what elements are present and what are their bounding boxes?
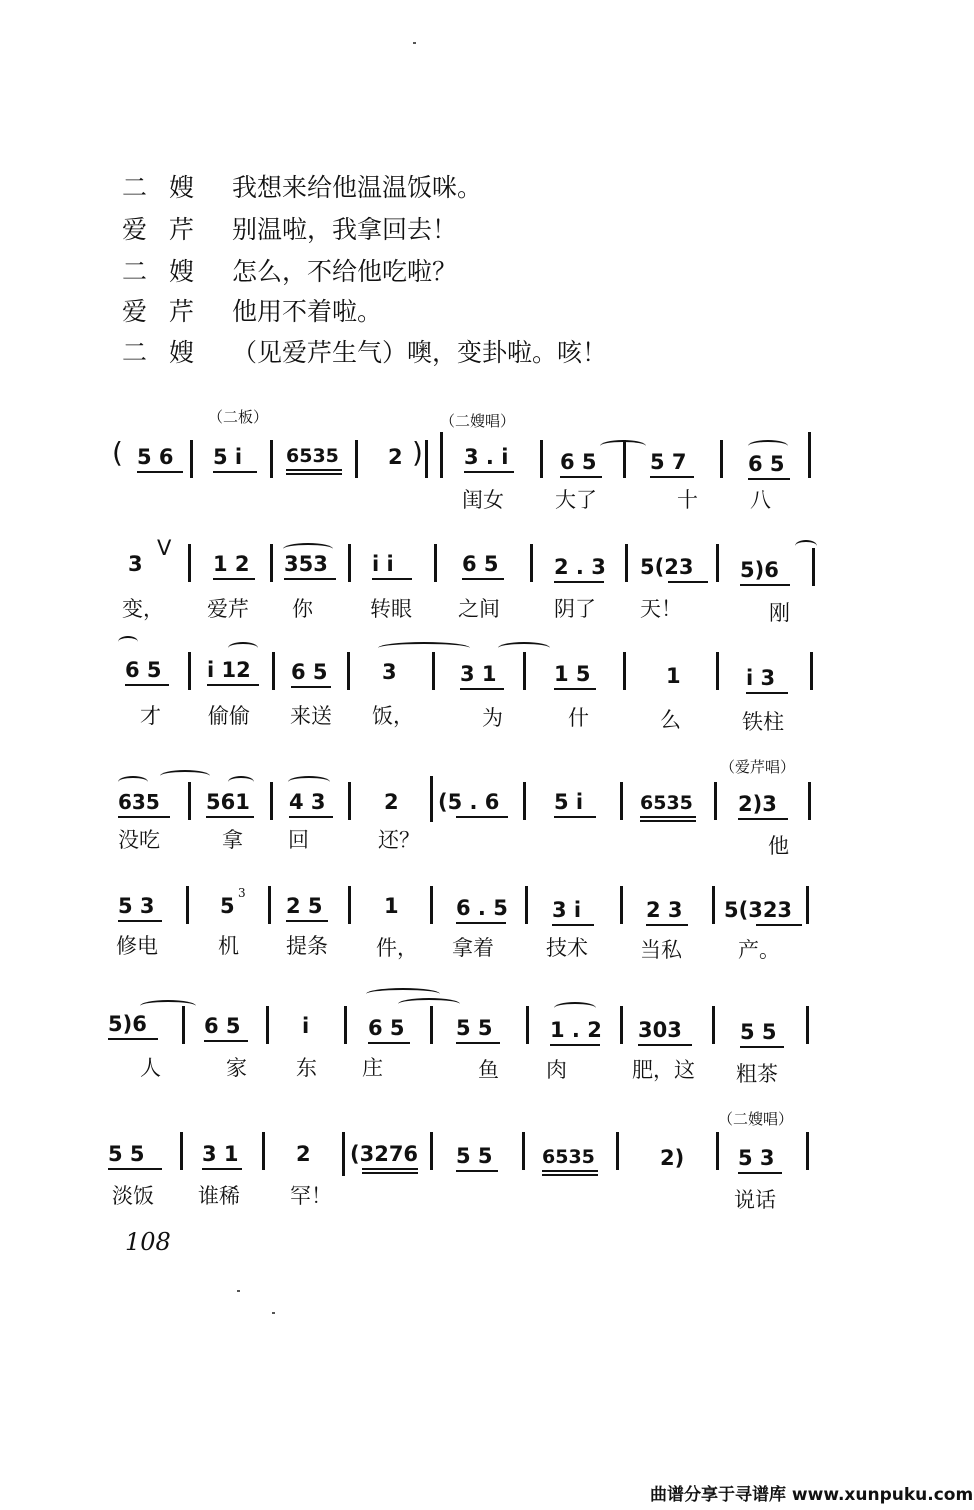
barline [620, 1006, 623, 1044]
note-group: 6 5 [125, 658, 162, 682]
breath-mark: V [157, 536, 172, 560]
lyric: 之间 [458, 597, 500, 621]
barline [270, 782, 273, 820]
speaker: 爱芹 [122, 215, 217, 244]
note-group: 6 . 5 [456, 896, 508, 920]
speaker: 二嫂 [122, 257, 217, 286]
barline [523, 782, 526, 820]
lyric: 变， [122, 597, 164, 621]
lyric: 肥，这 [632, 1058, 695, 1082]
note-group: 6535 [542, 1146, 595, 1168]
barline [806, 1006, 809, 1044]
note-group: 5 7 [650, 450, 687, 474]
slur [140, 1000, 196, 1012]
line-text: 我想来给他温温饭咪。 [232, 173, 483, 202]
barline [434, 544, 437, 582]
lyric: 偷偷 [208, 704, 250, 728]
underline [756, 924, 802, 926]
slur [228, 642, 258, 654]
note-group: 353 [284, 552, 328, 576]
underline [560, 476, 602, 478]
note-group: 2 . 3 [554, 555, 606, 579]
barline [180, 1132, 183, 1170]
barline [712, 1006, 715, 1044]
note-group: 5 5 [108, 1142, 145, 1166]
underline [552, 924, 594, 926]
barline [620, 886, 623, 924]
note-group: i [302, 1014, 310, 1038]
lyric: 鱼 [478, 1058, 499, 1082]
note-group: 1 [666, 664, 681, 688]
lyric: 来送 [290, 704, 332, 728]
note-group: 1 . 2 [550, 1018, 602, 1042]
underline [213, 578, 255, 580]
barline [810, 652, 813, 690]
note-group: (5 . 6 [438, 790, 500, 814]
dialogue-line [122, 252, 457, 288]
barline [348, 782, 351, 820]
barline [344, 1006, 347, 1044]
underline [362, 1168, 418, 1170]
lyric: 才 [140, 704, 161, 728]
note-group: 5)6 [108, 1012, 147, 1036]
dialogue-line [122, 210, 457, 246]
barline [266, 1006, 269, 1044]
underline [640, 820, 696, 822]
speaker: 爱芹 [122, 297, 217, 326]
underline [456, 816, 508, 818]
lyric: 爱芹 [207, 597, 249, 621]
note-group: 2 5 [286, 894, 323, 918]
underline [746, 692, 788, 694]
note-group: 5 5 [456, 1144, 493, 1168]
scan-speck [272, 1312, 275, 1314]
barline [347, 652, 350, 690]
note-group: 5 3 [738, 1146, 775, 1170]
barline [270, 440, 273, 478]
underline [368, 1042, 410, 1044]
slur [378, 642, 470, 654]
barline [620, 782, 623, 820]
barline [348, 544, 351, 582]
note-group: 1 [384, 894, 399, 918]
lyric: 人 [140, 1056, 161, 1080]
note-group: 1 5 [554, 662, 591, 686]
double-barline [440, 432, 443, 478]
barline [523, 652, 526, 690]
note-group: 2 3 [646, 898, 683, 922]
lyric: 十 [677, 488, 698, 512]
lyric: 罕！ [290, 1184, 332, 1208]
double-barline [342, 1132, 345, 1176]
barline [616, 1132, 619, 1170]
line-text: （见爱芹生气）噢，变卦啦。咳！ [232, 338, 608, 367]
note-group: 5)6 [740, 558, 779, 582]
slur [228, 776, 254, 788]
underline [207, 684, 259, 686]
grace-note: 3 [238, 886, 246, 900]
barline [623, 440, 626, 478]
barline [530, 544, 533, 582]
underline [650, 476, 694, 478]
barline [808, 782, 811, 820]
tempo-annotation: （二板） [208, 408, 269, 426]
underline [289, 816, 333, 818]
lyric: 谁稀 [198, 1184, 240, 1208]
singer-annotation: （二嫂唱） [718, 1110, 794, 1128]
underline [137, 471, 183, 473]
underline [206, 816, 254, 818]
underline [286, 473, 342, 475]
note-group: 3 1 [202, 1142, 239, 1166]
lyric: 刚 [769, 601, 790, 625]
dialogue-line [122, 333, 607, 369]
singer-annotation: （爱芹唱） [720, 758, 796, 776]
note-group: 3 . i [464, 445, 509, 469]
note-group: 6 5 [748, 452, 785, 476]
note-group: 6 5 [462, 552, 499, 576]
note-group: 1 2 [213, 552, 250, 576]
underline [740, 1046, 784, 1048]
note-group: i i [372, 552, 394, 576]
lyric: 饭， [372, 704, 414, 728]
underline [748, 478, 790, 480]
note-group: 6 5 [368, 1016, 405, 1040]
lyric: 转眼 [370, 597, 412, 621]
paren-close: ) [412, 436, 423, 469]
note-group: 5 i [213, 445, 243, 469]
barline [270, 544, 273, 582]
barline [262, 1132, 265, 1170]
note-group: 6 5 [291, 660, 328, 684]
underline [291, 686, 331, 688]
note-group: 5 3 [118, 894, 155, 918]
lyric: 铁柱 [742, 710, 784, 734]
barline [348, 886, 351, 924]
note-group: 5 6 [137, 445, 174, 469]
barline [355, 440, 358, 478]
lyric: 机 [218, 934, 239, 958]
underline [456, 1042, 500, 1044]
barline [720, 440, 723, 478]
barline [190, 440, 193, 478]
note-group: 5 5 [740, 1020, 777, 1044]
barline [540, 440, 543, 478]
speaker: 二嫂 [122, 338, 217, 367]
underline [460, 688, 504, 690]
lyric: 庄 [362, 1056, 383, 1080]
barline [716, 544, 719, 582]
underline [550, 1044, 600, 1046]
lyric: 说话 [734, 1188, 776, 1212]
underline [456, 1170, 498, 1172]
underline [740, 584, 790, 586]
underline [554, 688, 596, 690]
underline [286, 469, 342, 471]
barline [432, 652, 435, 690]
underline [204, 1040, 248, 1042]
note-group: i 3 [746, 666, 776, 690]
note-group: 3 [128, 552, 143, 576]
barline [430, 1006, 433, 1044]
underline [284, 578, 336, 580]
barline [430, 886, 433, 924]
note-group: 5(323 [724, 898, 793, 922]
lyric: 东 [296, 1056, 317, 1080]
barline [522, 1132, 525, 1170]
note-group: (3276 [350, 1142, 419, 1166]
lyric: 八 [750, 488, 771, 512]
line-text: 别温啦，我拿回去！ [232, 215, 458, 244]
lyric: 没吃 [118, 828, 160, 852]
scan-speck [413, 42, 416, 44]
note-group: 3 1 [460, 662, 497, 686]
lyric: 么 [660, 708, 681, 732]
barline [425, 440, 428, 478]
barline [188, 782, 191, 820]
underline [362, 1172, 418, 1174]
barline [430, 1132, 433, 1170]
lyric: 拿 [222, 828, 243, 852]
note-group: 5 5 [456, 1016, 493, 1040]
barline [716, 1132, 719, 1170]
barline [186, 886, 189, 924]
lyric: 修电 [116, 934, 158, 958]
note-group: 2 [384, 790, 399, 814]
dialogue-line [122, 292, 382, 328]
slur [554, 1002, 596, 1014]
underline [464, 471, 514, 473]
barline [808, 432, 811, 478]
barline [714, 782, 717, 820]
lyric: 产。 [738, 938, 780, 962]
underline [213, 471, 257, 473]
slur [748, 440, 788, 452]
lyric: 什 [568, 706, 589, 730]
line-text: 怎么，不给他吃啦？ [232, 257, 458, 286]
barline [526, 1006, 529, 1044]
note-group: 5(23 [640, 555, 694, 579]
note-group: 3 i [552, 898, 582, 922]
underline [118, 920, 162, 922]
note-group: 635 [118, 790, 160, 814]
slur [118, 636, 138, 648]
underline [118, 816, 170, 818]
lyric: 拿着 [452, 936, 494, 960]
underline [108, 1168, 162, 1170]
speaker: 二嫂 [122, 173, 217, 202]
double-barline [430, 776, 433, 822]
page-number: 108 [125, 1228, 171, 1256]
lyric: 肉 [546, 1058, 567, 1082]
note-group: 5 [220, 894, 235, 918]
underline [286, 920, 328, 922]
barline [188, 652, 191, 690]
note-group: 2) [660, 1146, 685, 1170]
underline [668, 581, 708, 583]
lyric: 粗茶 [736, 1062, 778, 1086]
note-group: 303 [638, 1018, 682, 1042]
note-group: 2)3 [738, 792, 777, 816]
barline [806, 886, 809, 924]
underline [638, 1044, 692, 1046]
underline [125, 684, 169, 686]
note-group: 5 i [554, 790, 584, 814]
note-group: 2 [388, 445, 403, 469]
barline [525, 886, 528, 924]
note-group: 6 5 [560, 450, 597, 474]
slur [398, 998, 460, 1010]
note-group: 6535 [286, 445, 339, 467]
note-group: 561 [206, 790, 250, 814]
barline [182, 1006, 185, 1044]
underline [640, 816, 696, 818]
underline [462, 578, 504, 580]
barline [716, 652, 719, 690]
note-group: 4 3 [289, 790, 326, 814]
line-text: 他用不着啦。 [232, 297, 383, 326]
barline [812, 548, 815, 586]
barline [188, 544, 191, 582]
underline [542, 1170, 598, 1172]
lyric: 大了 [555, 488, 597, 512]
note-group: 2 [296, 1142, 311, 1166]
barline [625, 544, 628, 582]
note-group: 3 [382, 660, 397, 684]
paren-open: ( [112, 436, 123, 469]
barline [806, 1132, 809, 1170]
underline [738, 1172, 782, 1174]
dialogue-line [122, 168, 482, 204]
note-group: 6535 [640, 792, 693, 814]
barline [623, 652, 626, 690]
underline [646, 924, 688, 926]
lyric: 闺女 [462, 488, 504, 512]
underline [108, 1038, 158, 1040]
lyric: 为 [482, 706, 503, 730]
lyric: 他 [768, 834, 789, 858]
underline [372, 578, 412, 580]
lyric: 你 [292, 597, 313, 621]
watermark-footer: 曲谱分享于寻谱库 www.xunpuku.com [650, 1485, 974, 1505]
slur [288, 776, 330, 788]
slur [118, 776, 148, 788]
lyric: 阴了 [554, 597, 596, 621]
lyric: 天！ [640, 597, 682, 621]
barline [712, 886, 715, 924]
lyric: 还？ [378, 828, 420, 852]
lyric: 淡饭 [112, 1184, 154, 1208]
note-group: i 12 [207, 658, 251, 682]
barline [268, 886, 271, 924]
note-group: 6 5 [204, 1014, 241, 1038]
lyric: 家 [226, 1056, 247, 1080]
underline [542, 1174, 598, 1176]
lyric: 回 [288, 828, 309, 852]
underline [554, 581, 604, 583]
underline [202, 1168, 242, 1170]
barline [272, 652, 275, 690]
scan-speck [237, 1290, 240, 1292]
lyric: 件， [376, 936, 418, 960]
slur [160, 770, 210, 782]
lyric: 技术 [546, 936, 588, 960]
lyric: 提条 [286, 934, 328, 958]
underline [554, 816, 596, 818]
lyric: 当私 [640, 938, 682, 962]
underline [738, 818, 788, 820]
underline [456, 922, 506, 924]
singer-annotation: （二嫂唱） [440, 412, 516, 430]
